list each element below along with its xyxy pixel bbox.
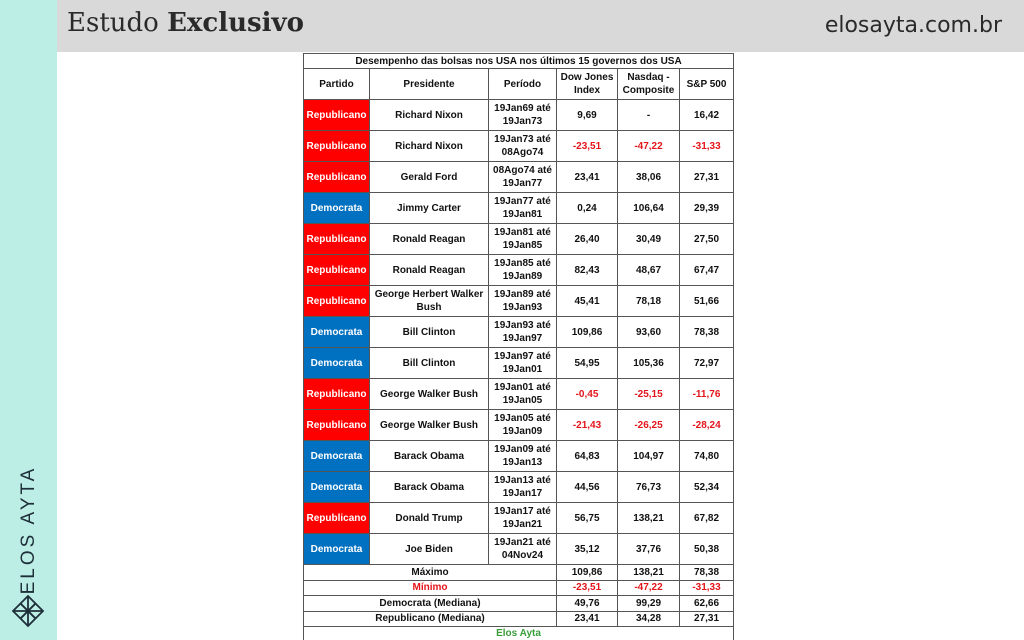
table-footer-row — [304, 627, 734, 640]
summary-label: Republicano (Mediana) — [304, 611, 557, 627]
summary-dow-jones: 23,41 — [557, 611, 618, 627]
title-bold: Exclusivo — [167, 8, 304, 38]
sp500-cell: 74,80 — [680, 441, 734, 472]
table-row — [304, 410, 734, 441]
summary-sp500: 27,31 — [680, 611, 734, 627]
summary-nasdaq: 138,21 — [618, 565, 680, 581]
period-cell: 19Jan17 até 19Jan21 — [489, 503, 557, 534]
summary-dow-jones: 49,76 — [557, 596, 618, 612]
period-cell: 19Jan01 até 19Jan05 — [489, 379, 557, 410]
summary-label: Mínimo — [304, 580, 557, 596]
nasdaq-cell: 106,64 — [618, 193, 680, 224]
summary-sp500: -31,33 — [680, 580, 734, 596]
summary-nasdaq: 34,28 — [618, 611, 680, 627]
party-cell: Republicano — [304, 286, 370, 317]
table-row — [304, 255, 734, 286]
header-sp500: S&P 500 — [680, 69, 734, 100]
dow-jones-cell: 54,95 — [557, 348, 618, 379]
nasdaq-cell: 104,97 — [618, 441, 680, 472]
brand-vertical-text: ELOS AYTA — [18, 465, 39, 595]
sp500-cell: 78,38 — [680, 317, 734, 348]
nasdaq-cell: 48,67 — [618, 255, 680, 286]
sp500-cell: -11,76 — [680, 379, 734, 410]
nasdaq-cell: -25,15 — [618, 379, 680, 410]
sp500-cell: -28,24 — [680, 410, 734, 441]
president-cell: Bill Clinton — [370, 348, 489, 379]
dow-jones-cell: 35,12 — [557, 534, 618, 565]
period-cell: 19Jan73 até 08Ago74 — [489, 131, 557, 162]
table-row — [304, 379, 734, 410]
dow-jones-cell: 45,41 — [557, 286, 618, 317]
period-cell: 19Jan81 até 19Jan85 — [489, 224, 557, 255]
nasdaq-cell: 38,06 — [618, 162, 680, 193]
president-cell: Bill Clinton — [370, 317, 489, 348]
president-cell: Ronald Reagan — [370, 255, 489, 286]
president-cell: Barack Obama — [370, 472, 489, 503]
dow-jones-cell: 109,86 — [557, 317, 618, 348]
dow-jones-cell: 82,43 — [557, 255, 618, 286]
party-cell: Republicano — [304, 410, 370, 441]
party-cell: Republicano — [304, 255, 370, 286]
nasdaq-cell: 76,73 — [618, 472, 680, 503]
site-url: elosayta.com.br — [824, 13, 1002, 38]
president-cell: Gerald Ford — [370, 162, 489, 193]
sp500-cell: 51,66 — [680, 286, 734, 317]
sp500-cell: 50,38 — [680, 534, 734, 565]
dow-jones-cell: 9,69 — [557, 100, 618, 131]
nasdaq-cell: 138,21 — [618, 503, 680, 534]
header-dow-jones: Dow Jones Index — [557, 69, 618, 100]
president-cell: Jimmy Carter — [370, 193, 489, 224]
sp500-cell: 27,50 — [680, 224, 734, 255]
dow-jones-cell: 26,40 — [557, 224, 618, 255]
president-cell: Joe Biden — [370, 534, 489, 565]
party-cell: Republicano — [304, 224, 370, 255]
period-cell: 19Jan77 até 19Jan81 — [489, 193, 557, 224]
summary-row — [304, 596, 734, 612]
dow-jones-cell: 64,83 — [557, 441, 618, 472]
party-cell: Democrata — [304, 441, 370, 472]
table-row — [304, 348, 734, 379]
nasdaq-cell: 105,36 — [618, 348, 680, 379]
president-cell: Richard Nixon — [370, 100, 489, 131]
president-cell: George Herbert Walker Bush — [370, 286, 489, 317]
nasdaq-cell: 30,49 — [618, 224, 680, 255]
nasdaq-cell: 37,76 — [618, 534, 680, 565]
party-cell: Democrata — [304, 348, 370, 379]
summary-label: Máximo — [304, 565, 557, 581]
summary-sp500: 78,38 — [680, 565, 734, 581]
president-cell: Richard Nixon — [370, 131, 489, 162]
table-row — [304, 317, 734, 348]
period-cell: 19Jan85 até 19Jan89 — [489, 255, 557, 286]
table-row — [304, 286, 734, 317]
title-regular: Estudo — [67, 8, 159, 38]
table-row — [304, 131, 734, 162]
dow-jones-cell: 44,56 — [557, 472, 618, 503]
sp500-cell: 27,31 — [680, 162, 734, 193]
page-title — [67, 8, 304, 38]
party-cell: Democrata — [304, 317, 370, 348]
party-cell: Republicano — [304, 379, 370, 410]
sp500-cell: 16,42 — [680, 100, 734, 131]
header-nasdaq: Nasdaq - Composite — [618, 69, 680, 100]
header-presidente: Presidente — [370, 69, 489, 100]
party-cell: Republicano — [304, 100, 370, 131]
table-footer: Elos Ayta — [304, 627, 734, 640]
summary-dow-jones: 109,86 — [557, 565, 618, 581]
table-row — [304, 441, 734, 472]
dow-jones-cell: 23,41 — [557, 162, 618, 193]
president-cell: George Walker Bush — [370, 410, 489, 441]
president-cell: George Walker Bush — [370, 379, 489, 410]
nasdaq-cell: -26,25 — [618, 410, 680, 441]
table-caption: Desempenho das bolsas nos USA nos últimos 15 governos dos USA — [304, 54, 734, 69]
summary-row — [304, 580, 734, 596]
table-caption-row — [304, 54, 734, 69]
sp500-cell: 52,34 — [680, 472, 734, 503]
nasdaq-cell: -47,22 — [618, 131, 680, 162]
summary-row — [304, 565, 734, 581]
summary-row — [304, 611, 734, 627]
summary-sp500: 62,66 — [680, 596, 734, 612]
dow-jones-cell: -0,45 — [557, 379, 618, 410]
president-cell: Donald Trump — [370, 503, 489, 534]
party-cell: Democrata — [304, 534, 370, 565]
sp500-cell: 67,47 — [680, 255, 734, 286]
president-cell: Ronald Reagan — [370, 224, 489, 255]
president-cell: Barack Obama — [370, 441, 489, 472]
summary-nasdaq: 99,29 — [618, 596, 680, 612]
period-cell: 08Ago74 até 19Jan77 — [489, 162, 557, 193]
header-periodo: Período — [489, 69, 557, 100]
table-row — [304, 100, 734, 131]
dow-jones-cell: -23,51 — [557, 131, 618, 162]
nasdaq-cell: - — [618, 100, 680, 131]
table-row — [304, 503, 734, 534]
dow-jones-cell: -21,43 — [557, 410, 618, 441]
table-row — [304, 534, 734, 565]
elos-ayta-logo-icon — [11, 594, 45, 628]
sp500-cell: -31,33 — [680, 131, 734, 162]
sidebar — [0, 0, 57, 640]
table-header-row — [304, 69, 734, 100]
table-row — [304, 224, 734, 255]
period-cell: 19Jan13 até 19Jan17 — [489, 472, 557, 503]
period-cell: 19Jan97 até 19Jan01 — [489, 348, 557, 379]
summary-nasdaq: -47,22 — [618, 580, 680, 596]
party-cell: Republicano — [304, 162, 370, 193]
sp500-cell: 67,82 — [680, 503, 734, 534]
party-cell: Republicano — [304, 503, 370, 534]
summary-dow-jones: -23,51 — [557, 580, 618, 596]
party-cell: Democrata — [304, 472, 370, 503]
summary-label: Democrata (Mediana) — [304, 596, 557, 612]
party-cell: Republicano — [304, 131, 370, 162]
nasdaq-cell: 93,60 — [618, 317, 680, 348]
period-cell: 19Jan89 até 19Jan93 — [489, 286, 557, 317]
table-row — [304, 162, 734, 193]
table-row — [304, 472, 734, 503]
header — [57, 0, 1024, 52]
performance-table — [303, 53, 734, 640]
header-partido: Partido — [304, 69, 370, 100]
performance-table-container — [303, 53, 733, 640]
nasdaq-cell: 78,18 — [618, 286, 680, 317]
sp500-cell: 29,39 — [680, 193, 734, 224]
party-cell: Democrata — [304, 193, 370, 224]
period-cell: 19Jan93 até 19Jan97 — [489, 317, 557, 348]
period-cell: 19Jan69 até 19Jan73 — [489, 100, 557, 131]
dow-jones-cell: 56,75 — [557, 503, 618, 534]
table-row — [304, 193, 734, 224]
dow-jones-cell: 0,24 — [557, 193, 618, 224]
sp500-cell: 72,97 — [680, 348, 734, 379]
period-cell: 19Jan05 até 19Jan09 — [489, 410, 557, 441]
period-cell: 19Jan21 até 04Nov24 — [489, 534, 557, 565]
period-cell: 19Jan09 até 19Jan13 — [489, 441, 557, 472]
